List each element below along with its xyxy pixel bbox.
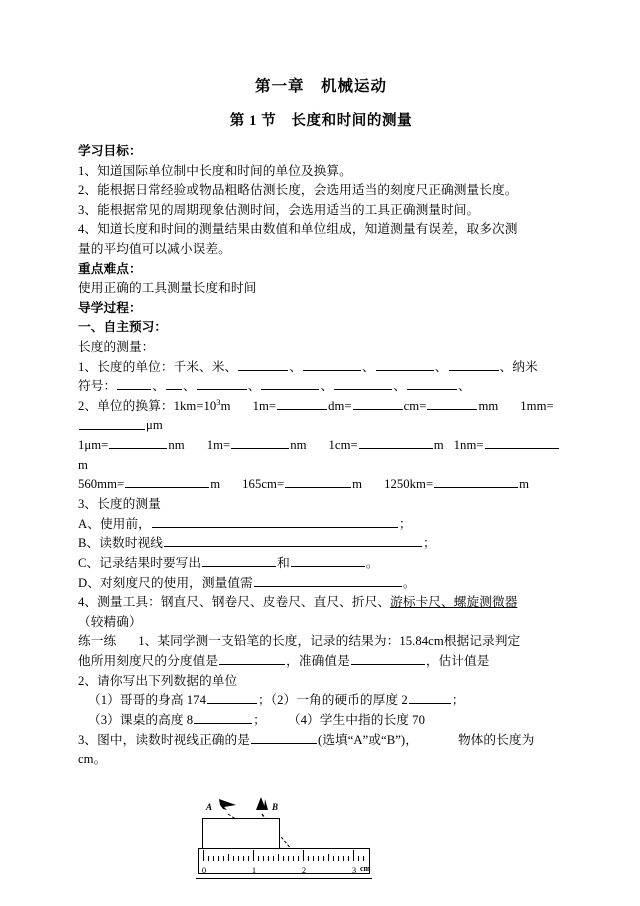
blank-sym-2[interactable] — [166, 377, 182, 390]
units-item-1: 1、长度的单位：千米、米、 、 、 、 、纳米 — [78, 358, 564, 378]
eye-label-b: B — [272, 801, 279, 812]
blank-conv-1[interactable] — [277, 397, 327, 410]
blank-step-b[interactable] — [164, 534, 422, 547]
ruler-tick-minor — [343, 856, 344, 861]
conversion-label: 2、单位的换算： — [78, 398, 174, 413]
practice-label: 练一练 — [78, 634, 117, 649]
blank-sym-5[interactable] — [334, 377, 392, 390]
ruler-unit-label: cm — [360, 863, 371, 873]
conv3-a: 560mm= — [78, 477, 125, 492]
objective-3: 3、能根据常见的周期现象估测时间，会选用适当的工具正确测量时间。 — [78, 202, 480, 217]
tools-note: （较精确） — [78, 614, 142, 629]
q2-item-4: （4）学生中指的长度 70 — [287, 713, 425, 728]
blank-sym-6[interactable] — [407, 377, 457, 390]
practice-q1-line-2 — [78, 652, 564, 672]
blank-step-a[interactable] — [152, 515, 398, 528]
units-item-1-prefix: 1、长度的单位：千米、米、 — [78, 359, 238, 374]
conv2-d: nm — [290, 438, 307, 453]
blank-q2-3[interactable] — [194, 711, 252, 724]
section-title: 第 1 节 长度和时间的测量 — [229, 112, 413, 129]
practice-q1-line-1 — [78, 632, 564, 652]
conversion-line-3 — [78, 475, 564, 495]
step-b-end: ； — [422, 536, 436, 551]
blank-sym-1[interactable] — [117, 377, 151, 390]
measured-object — [202, 818, 280, 848]
blank-conv-10[interactable] — [285, 475, 351, 488]
ruler-tick-major — [253, 850, 254, 861]
practice-q2-line-2 — [78, 711, 564, 731]
step-a-label: A、使用前， — [78, 516, 151, 531]
conv3-b: m — [210, 477, 221, 492]
practice-q1-text: 1、某同学测一支铅笔的长度，记录的结果为：15.84cm根据记录判定 — [138, 634, 521, 649]
practice-q1-c: ，准确值是 — [286, 654, 350, 669]
ruler-number-3: 3 — [351, 864, 357, 875]
blank-conv-4[interactable] — [79, 416, 145, 429]
ruler-tick-minor — [223, 856, 224, 861]
conv3-c: 165cm= — [242, 477, 285, 492]
q2-item-2: （2）一角的硬币的厚度 2 — [270, 693, 408, 708]
key-points-text: 使用正确的工具测量长度和时间 — [78, 281, 257, 296]
conv2-g: 1nm= — [453, 438, 484, 453]
eye-label-a: A — [206, 801, 213, 812]
step-a-end: ； — [398, 516, 412, 531]
ruler-tick-minor — [298, 856, 299, 861]
blank-conv-11[interactable] — [434, 475, 518, 488]
blank-step-c-1[interactable] — [202, 554, 276, 567]
ruler-tick-major — [203, 850, 204, 861]
step-c-mid: 和 — [277, 556, 290, 571]
ruler-tick-minor — [218, 856, 219, 861]
ruler-tick-minor — [258, 856, 259, 861]
step-c — [78, 554, 564, 574]
q2-item-2-end: ； — [451, 693, 465, 708]
length-measure-item-3: 3、长度的测量 — [78, 497, 161, 512]
conv1-e: cm= — [403, 398, 427, 413]
objective-4: 4、知道长度和时间的测量结果由数值和单位组成，知道测量有误差，取多次测 — [78, 222, 518, 237]
ruler-tick-minor — [318, 856, 319, 861]
ruler-tick-minor — [323, 856, 324, 861]
conv3-e: 1250km= — [384, 477, 434, 492]
blank-unit-4[interactable] — [449, 358, 499, 371]
ruler-tick-minor — [348, 856, 349, 861]
q2-item-1: （1）哥哥的身高 174 — [88, 693, 206, 708]
ruler-diagram-inner — [190, 778, 380, 896]
practice-q3-line-2: cm。 — [78, 752, 107, 767]
blank-step-d[interactable] — [254, 574, 402, 587]
conv2-h: m — [78, 457, 88, 472]
blank-conv-2[interactable] — [353, 397, 403, 410]
step-d — [78, 574, 564, 594]
symbols-label: 符号： — [78, 379, 117, 394]
ruler-tick-minor — [313, 856, 314, 861]
conv1-h: μm — [146, 418, 163, 433]
step-b — [78, 534, 564, 554]
blank-sym-3[interactable] — [197, 377, 247, 390]
conv1-g: 1mm= — [520, 398, 554, 413]
q3-a: 3、图中，读数时视线正确的是 — [78, 732, 250, 747]
ruler-number-0: 0 — [201, 864, 207, 875]
ruler-tick-minor — [338, 856, 339, 861]
blank-conv-6[interactable] — [231, 436, 289, 449]
objective-1: 1、知道国际单位制中长度和时间的单位及换算。 — [78, 163, 352, 178]
practice-q1-b: 他所用刻度尺的分度值是 — [78, 654, 219, 669]
blank-q2-1[interactable] — [207, 691, 257, 704]
tools-precise: 游标卡尺、螺旋测微器 — [390, 595, 518, 610]
objective-4-cont: 量的平均值可以减小误差。 — [78, 241, 231, 256]
step-c-end: 。 — [365, 556, 379, 571]
tools-line — [78, 593, 564, 613]
ruler-number-2: 2 — [301, 864, 307, 875]
conv3-d: m — [352, 477, 363, 492]
q3-b: (选填“A”或“B”)， — [317, 732, 418, 747]
process-heading: 导学过程： — [78, 300, 142, 315]
conv1-c: 1m= — [252, 398, 277, 413]
practice-q3-line-1 — [78, 731, 564, 751]
preview-heading: 一、自主预习： — [78, 320, 168, 335]
conv2-a: 1μm= — [78, 438, 109, 453]
ruler-tick-half — [278, 854, 279, 861]
q2-item-3-end: ； — [253, 713, 266, 728]
tools-label: 4、测量工具：钢直尺、钢卷尺、皮卷尺、直尺、折尺、 — [78, 595, 391, 610]
blank-unit-1[interactable] — [238, 358, 288, 371]
ruler-tick-minor — [358, 856, 359, 861]
ruler-tick-half — [228, 854, 229, 861]
step-a — [78, 515, 564, 535]
ruler-tick-minor — [293, 856, 294, 861]
ruler-tick-minor — [243, 856, 244, 861]
q2-item-3: （3）课桌的高度 8 — [88, 713, 194, 728]
conv2-c: 1m= — [206, 438, 231, 453]
conv3-f: m — [519, 477, 530, 492]
ruler-tick-minor — [213, 856, 214, 861]
conv1-a: 1km=10 — [173, 398, 217, 413]
ruler-tick-major — [303, 850, 304, 861]
step-d-end: 。 — [402, 575, 416, 590]
ruler-tick-half — [328, 854, 329, 861]
conv2-f: m — [433, 438, 444, 453]
step-d-label: D、对刻度尺的使用，测量值需 — [78, 575, 253, 590]
ruler-base-line — [196, 878, 372, 879]
conv1-exponent: 3 — [216, 396, 221, 407]
ruler-tick-minor — [308, 856, 309, 861]
practice-q2-line-1 — [78, 691, 564, 711]
conv2-e: 1cm= — [328, 438, 358, 453]
blank-step-c-2[interactable] — [291, 554, 365, 567]
blank-unit-2[interactable] — [303, 358, 361, 371]
conv1-d: dm= — [328, 398, 352, 413]
conv2-b: nm — [168, 438, 185, 453]
ruler-tick-minor — [283, 856, 284, 861]
symbols-line: 符号： 、 、 、 、 、 、 — [78, 377, 564, 397]
conversion-line-1 — [78, 397, 564, 436]
conversion-line-2 — [78, 436, 564, 475]
ruler-number-1: 1 — [251, 864, 257, 875]
ruler-tick-minor — [263, 856, 264, 861]
ruler-tick-minor — [268, 856, 269, 861]
blank-q3-1[interactable] — [251, 731, 317, 744]
step-b-label: B、读数时视线 — [78, 536, 163, 551]
blank-sym-4[interactable] — [261, 377, 319, 390]
ruler-tick-minor — [288, 856, 289, 861]
chapter-title: 第一章 机械运动 — [254, 78, 387, 95]
conv1-f: mm — [478, 398, 499, 413]
length-measure-label: 长度的测量： — [78, 339, 155, 354]
ruler-tick-minor — [273, 856, 274, 861]
blank-q1-1[interactable] — [219, 652, 285, 665]
ruler-tick-minor — [248, 856, 249, 861]
q2-item-1-end: ； — [257, 693, 271, 708]
conv1-b: m — [220, 398, 231, 413]
objective-2: 2、能根据日常经验或物品粗略估测长度，会选用适当的刻度尺正确测量长度。 — [78, 183, 518, 198]
blank-conv-5[interactable] — [109, 436, 167, 449]
practice-q2-label: 2、请你写出下列数据的单位 — [78, 673, 238, 688]
blank-q1-2[interactable] — [351, 652, 425, 665]
blank-unit-3[interactable] — [376, 358, 434, 371]
blank-conv-3[interactable] — [427, 397, 477, 410]
objectives-heading: 学习目标： — [78, 143, 142, 158]
ruler-tick-minor — [208, 856, 209, 861]
q3-c: 物体的长度为 — [457, 732, 535, 747]
practice-q1-d: ，估计值是 — [425, 654, 490, 669]
step-c-label: C、记录结果时要写出 — [78, 556, 202, 571]
units-item-1-suffix: 、纳米 — [499, 359, 538, 374]
ruler-tick-minor — [333, 856, 334, 861]
blank-conv-9[interactable] — [125, 475, 209, 488]
ruler-tick-minor — [238, 856, 239, 861]
blank-conv-8[interactable] — [485, 436, 559, 449]
ruler-tick-major — [353, 850, 354, 861]
blank-q2-2[interactable] — [409, 691, 451, 704]
ruler-tick-minor — [363, 856, 364, 861]
ruler-body — [198, 848, 370, 874]
ruler-diagram — [0, 778, 640, 896]
ruler-tick-minor — [233, 856, 234, 861]
key-points-heading: 重点难点： — [78, 261, 142, 276]
blank-conv-7[interactable] — [359, 436, 433, 449]
